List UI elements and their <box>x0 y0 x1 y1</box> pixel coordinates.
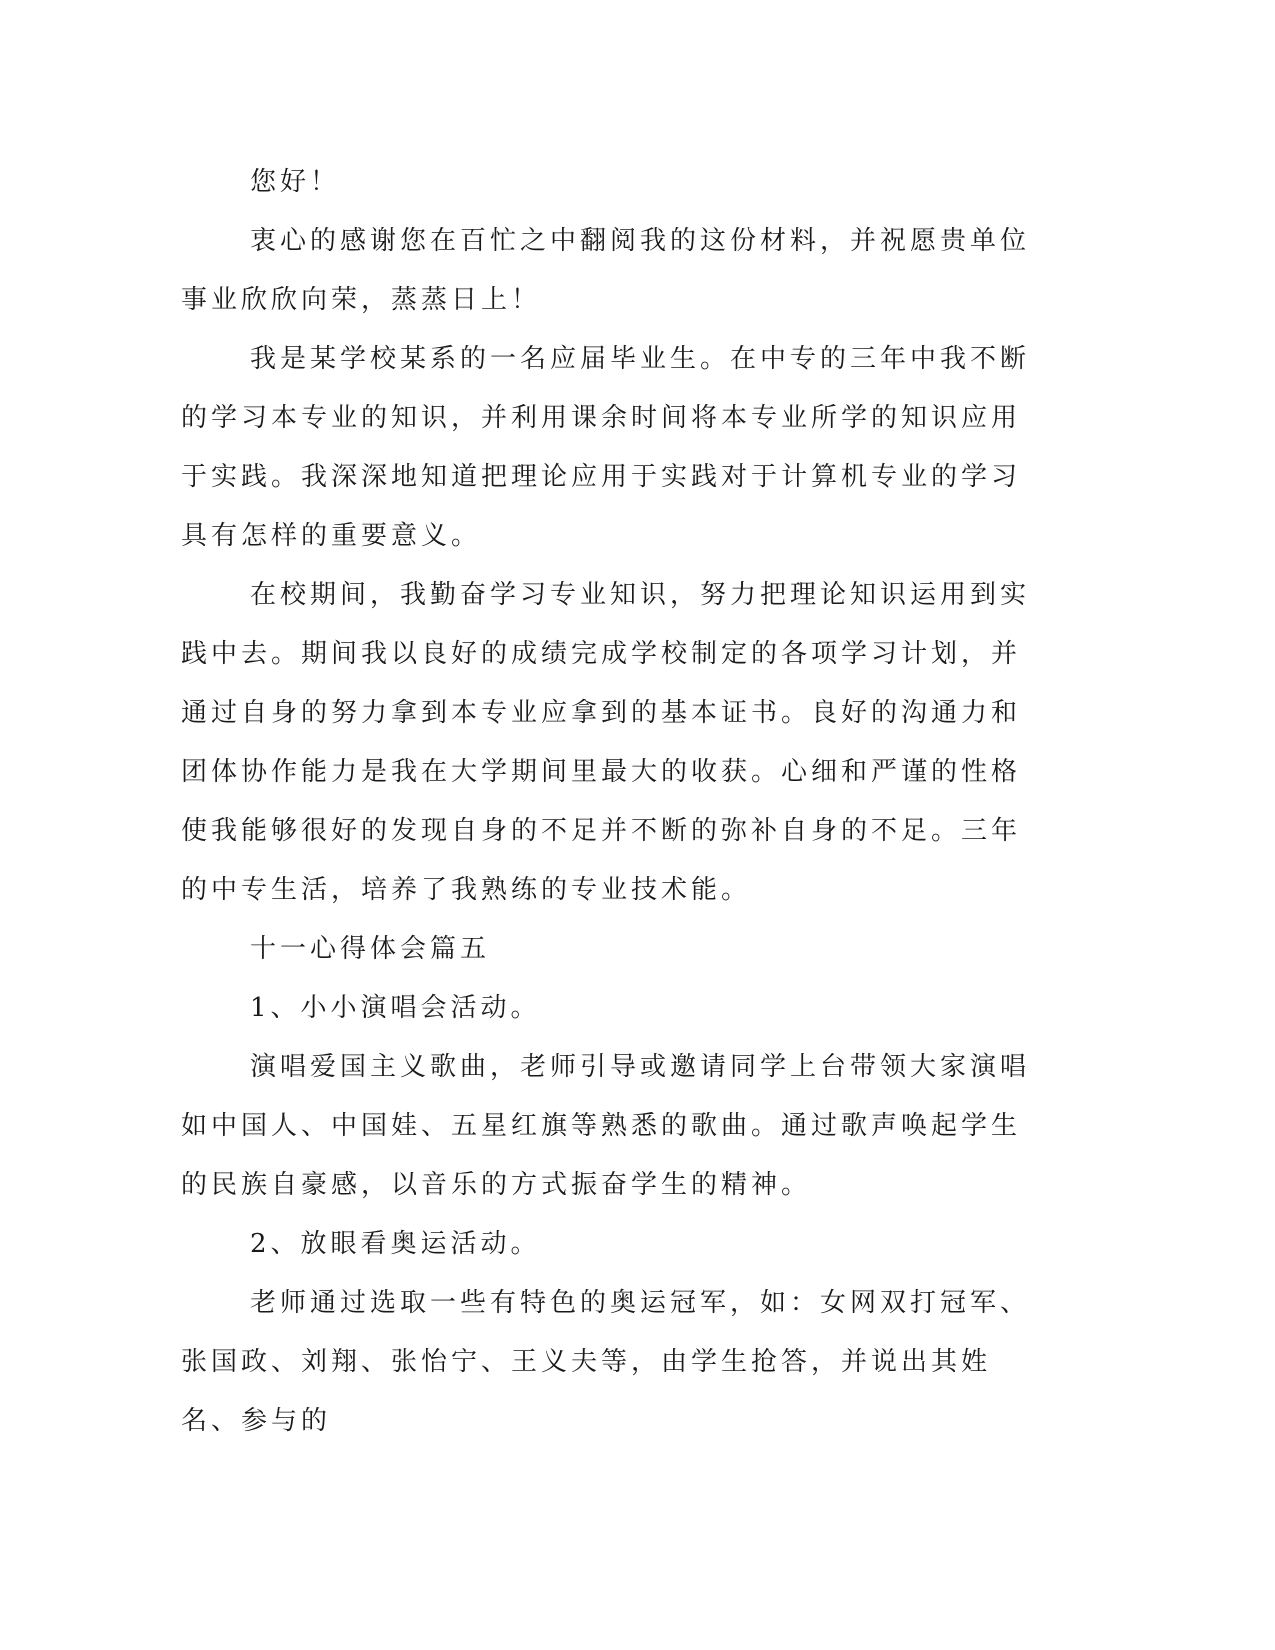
school-experience-paragraph: 在校期间，我勤奋学习专业知识，努力把理论知识运用到实践中去。期间我以良好的成绩完成学校制定的各项学习计划，并通过自身的努力拿到本专业应拿到的基本证书。良好的沟通力和团体协作能力是我在大学期间里最大的收获。心细和严谨的性格使我能够很好的发现自身的不足并不断的弥补自身的不足。三年的中专生活，培养了我熟练的专业技术能。 <box>181 580 1031 905</box>
activity-2-paragraph: 老师通过选取一些有特色的奥运冠军，如：女网双打冠军、张国政、刘翔、张怡宁、王义夫等，由学生抢答，并说出其姓名、参与的 <box>181 1288 1031 1436</box>
section-heading: 十一心得体会篇五 <box>250 934 491 964</box>
greeting-paragraph: 您好！ <box>250 167 341 197</box>
activity-2-heading: 2、放眼看奥运活动。 <box>250 1229 541 1259</box>
introduction-paragraph: 我是某学校某系的一名应届毕业生。在中专的三年中我不断的学习本专业的知识，并利用课余时间将本专业所学的知识应用于实践。我深深地知道把理论应用于实践对于计算机专业的学习具有怎样的重要意义。 <box>181 344 1031 551</box>
thanks-paragraph: 衷心的感谢您在百忙之中翻阅我的这份材料，并祝愿贵单位事业欣欣向荣，蒸蒸日上！ <box>181 226 1031 315</box>
document-body <box>181 153 1041 1451</box>
activity-1-paragraph: 演唱爱国主义歌曲，老师引导或邀请同学上台带领大家演唱如中国人、中国娃、五星红旗等熟悉的歌曲。通过歌声唤起学生的民族自豪感，以音乐的方式振奋学生的精神。 <box>181 1052 1031 1200</box>
activity-1-heading: 1、小小演唱会活动。 <box>250 993 541 1023</box>
